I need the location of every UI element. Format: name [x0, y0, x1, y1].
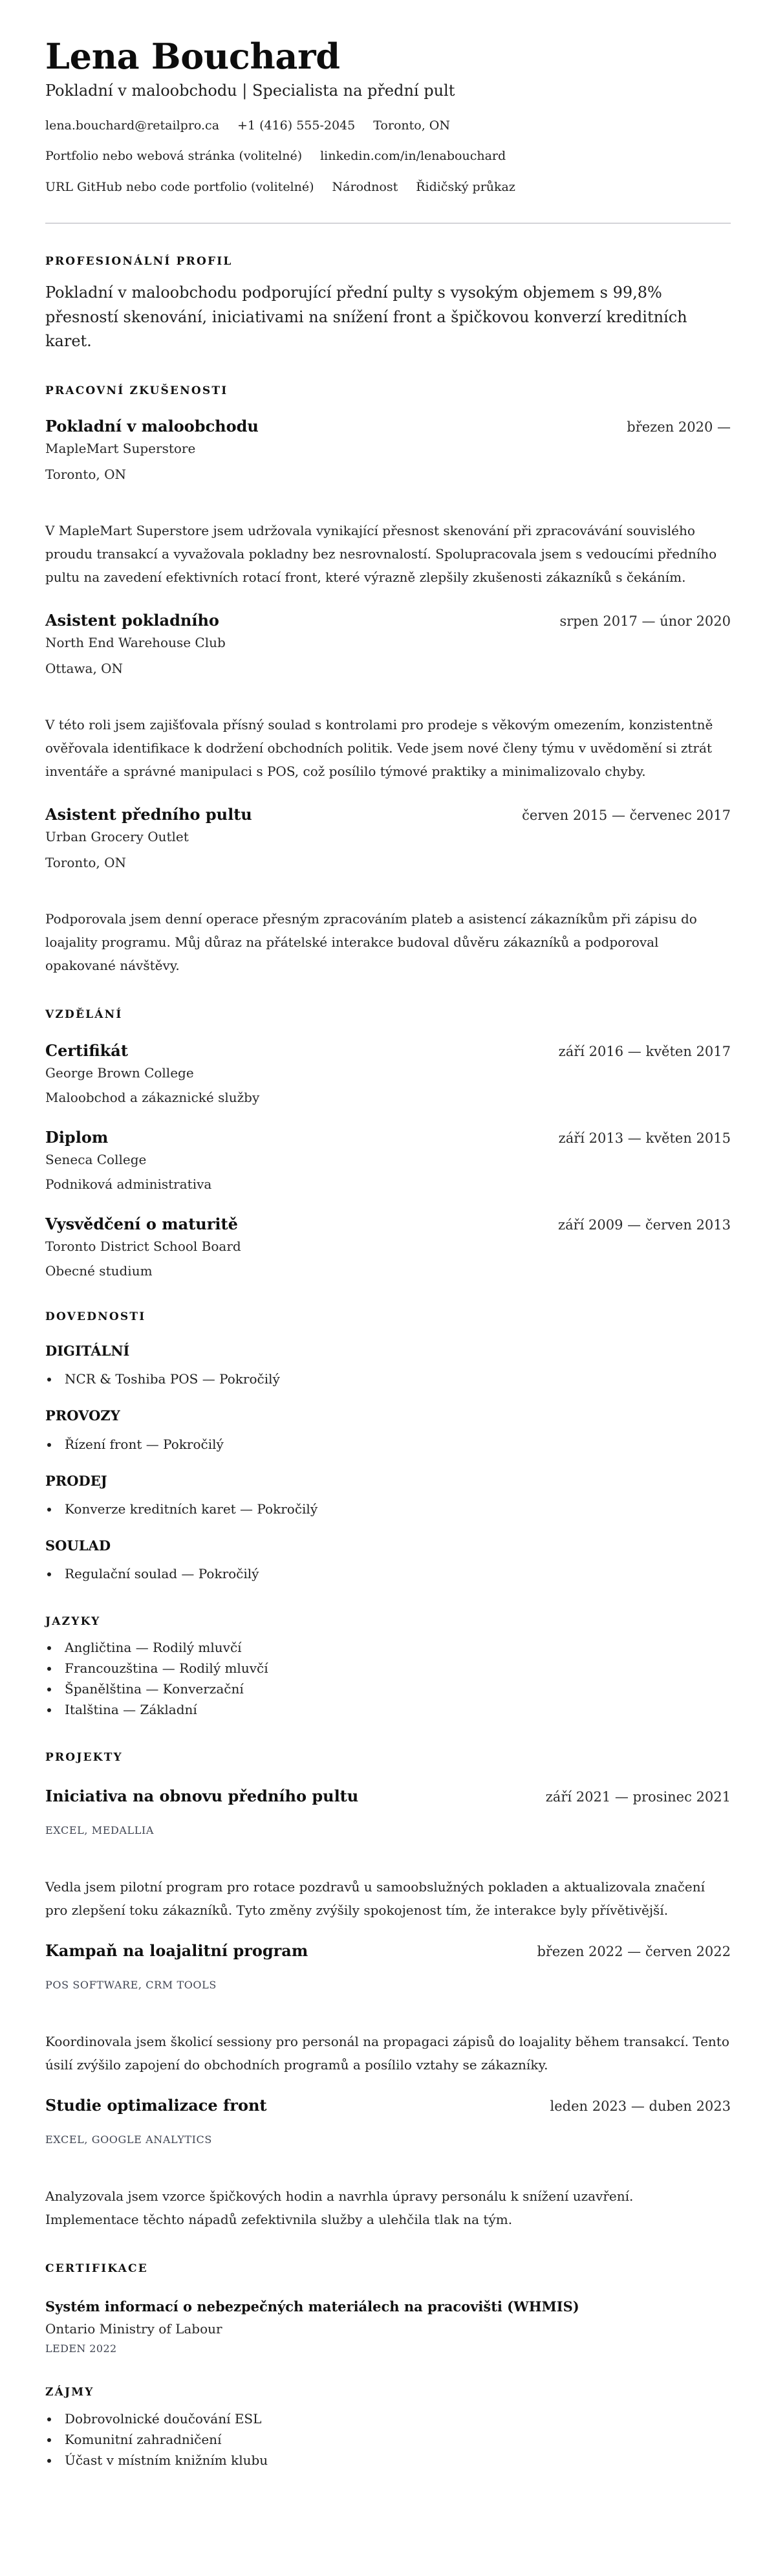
skill-item: NCR & Toshiba POS — Pokročilý	[45, 1369, 731, 1389]
contact-nationality: Národnost	[332, 180, 398, 195]
project-entry	[45, 1941, 731, 2076]
project-description: Koordinovala jsem školicí sessiony pro personál na propagaci zápisů do loajality během transakcí. Tento úsilí zvýšilo zapojení do obchodních programů a posílilo vztahy se zákazníky.	[45, 2034, 729, 2073]
skill-category: PRODEJ	[45, 1472, 107, 1489]
job-company: Urban Grocery Outlet	[45, 829, 189, 845]
project-tech: EXCEL, MEDALLIA	[45, 1823, 155, 1836]
education-dates: září 2009 — červen 2013	[558, 1216, 731, 1233]
job-location: Ottawa, ON	[45, 661, 124, 677]
section-title-experience: PRACOVNÍ ZKUŠENOSTI	[45, 384, 228, 397]
job-title: Asistent předního pultu	[45, 805, 252, 824]
education-entry	[45, 1215, 731, 1279]
job-description: Podporovala jsem denní operace přesným zpracováním plateb a asistencí zákazníkům při zápisu do loajality programu. Můj důraz na přátelské interakce budoval důvěru zákazníků a podporoval opakované návštěvy.	[45, 911, 697, 974]
experience-entry	[45, 417, 731, 589]
skill-category: DIGITÁLNÍ	[45, 1343, 130, 1360]
skill-item: Řízení front — Pokročilý	[45, 1434, 731, 1455]
education-dates: září 2016 — květen 2017	[558, 1043, 731, 1059]
contact-email[interactable]: lena.bouchard@retailpro.ca	[45, 118, 220, 133]
study-field: Podniková administrativa	[45, 1176, 212, 1192]
certification-entry	[45, 2298, 731, 2355]
project-dates: březen 2022 — červen 2022	[537, 1944, 731, 1960]
section-title-profile: PROFESIONÁLNÍ PROFIL	[45, 254, 233, 268]
skill-list	[45, 1499, 731, 1519]
interest-list	[45, 2408, 731, 2471]
school-name: Toronto District School Board	[45, 1238, 241, 1254]
job-dates: červen 2015 — červenec 2017	[522, 808, 731, 824]
job-location: Toronto, ON	[45, 855, 126, 871]
project-dates: leden 2023 — duben 2023	[550, 2098, 731, 2115]
section-languages	[45, 1615, 731, 1720]
degree-title: Diplom	[45, 1127, 109, 1147]
degree-title: Vysvědčení o maturitě	[45, 1214, 238, 1233]
skill-list	[45, 1563, 731, 1584]
project-tech: POS SOFTWARE, CRM TOOLS	[45, 1979, 217, 1992]
degree-title: Certifikát	[45, 1040, 128, 1060]
section-interests	[45, 2386, 731, 2470]
contact-linkedin[interactable]: linkedin.com/in/lenabouchard	[320, 149, 506, 164]
section-title-certifications: CERTIFIKACE	[45, 2262, 148, 2276]
section-title-education: VZDĚLÁNÍ	[45, 1008, 123, 1022]
contact-row-primary	[45, 118, 731, 133]
study-field: Obecné studium	[45, 1262, 153, 1279]
language-item: Italština — Základní	[45, 1699, 731, 1720]
project-description: Vedla jsem pilotní program pro rotace pozdravů u samoobslužných pokladen a aktualizovala značení pro zlepšení toku zákazníků. Tyto změny zvýšily spokojenost tím, že interakce byly přívětivější.	[45, 1879, 706, 1919]
job-company: MapleMart Superstore	[45, 441, 196, 457]
certification-issuer: Ontario Ministry of Labour	[45, 2321, 222, 2337]
contact-row-links	[45, 149, 731, 164]
language-item: Francouzština — Rodilý mluvčí	[45, 1658, 731, 1679]
skill-item: Regulační soulad — Pokročilý	[45, 1563, 731, 1584]
contact-location: Toronto, ON	[373, 118, 450, 133]
education-entry	[45, 1128, 731, 1193]
certification-name: Systém informací o nebezpečných materiálech na pracovišti (WHMIS)	[45, 2298, 579, 2315]
contact-row-extra	[45, 180, 731, 195]
experience-entry	[45, 805, 731, 977]
skill-item: Konverze kreditních karet — Pokročilý	[45, 1499, 731, 1519]
school-name: Seneca College	[45, 1151, 147, 1167]
skill-list	[45, 1369, 731, 1389]
section-certifications	[45, 2262, 731, 2355]
language-list	[45, 1637, 731, 1720]
section-experience	[45, 384, 731, 977]
project-entry	[45, 1787, 731, 1922]
language-item: Španělština — Konverzační	[45, 1679, 731, 1699]
skill-list	[45, 1434, 731, 1455]
section-projects	[45, 1751, 731, 2231]
job-description: V této roli jsem zajišťovala přísný soulad s kontrolami pro prodeje s věkovým omezením, konzistentně ověřovala identifikace k dodržení obchodních politik. Vede jsem nové členy týmu v uvědomění si ztrát inventáře a správné manipulaci s POS, což posílilo týmové praktiky a minimalizovalo chyby.	[45, 717, 713, 780]
section-skills	[45, 1310, 731, 1584]
skill-category: SOULAD	[45, 1537, 111, 1554]
project-entry	[45, 2096, 731, 2231]
profile-summary: Pokladní v maloobchodu podporující přední pulty s vysokým objemem s 99,8% přesností skenování, iniciativami na snížení front a špičkovou konverzí kreditních karet.	[45, 283, 687, 350]
section-title-languages: JAZYKY	[45, 1615, 101, 1629]
header-divider	[45, 223, 731, 224]
interest-item: Komunitní zahradničení	[45, 2429, 731, 2450]
education-entry	[45, 1041, 731, 1106]
section-education	[45, 1008, 731, 1279]
section-title-skills: DOVEDNOSTI	[45, 1310, 146, 1323]
study-field: Maloobchod a zákaznické služby	[45, 1089, 260, 1105]
project-tech: EXCEL, GOOGLE ANALYTICS	[45, 2133, 212, 2146]
section-title-interests: ZÁJMY	[45, 2386, 94, 2399]
job-title: Asistent pokladního	[45, 611, 219, 630]
language-item: Angličtina — Rodilý mluvčí	[45, 1637, 731, 1658]
candidate-name: Lena Bouchard	[45, 36, 340, 77]
contact-github[interactable]: URL GitHub nebo code portfolio (volitelné)	[45, 180, 314, 195]
interest-item: Dobrovolnické doučování ESL	[45, 2408, 731, 2429]
contact-drivers-license: Řidičský průkaz	[416, 180, 515, 195]
project-name: Kampaň na loajalitní program	[45, 1941, 308, 1961]
job-location: Toronto, ON	[45, 467, 126, 483]
job-description: V MapleMart Superstore jsem udržovala vynikající přesnost skenování při zpracovávání souvislého proudu transakcí a vyvažovala pokladny bez nesrovnalostí. Spolupracovala jsem s vedoucími předního pultu na zavedení efektivních rotací front, které výrazně zlepšily zkušenosti zákazníků s čekáním.	[45, 523, 717, 586]
interest-item: Účast v místním knižním klubu	[45, 2450, 731, 2471]
education-dates: září 2013 — květen 2015	[558, 1130, 731, 1146]
candidate-headline: Pokladní v maloobchodu | Specialista na přední pult	[45, 82, 455, 100]
section-title-projects: PROJEKTY	[45, 1751, 123, 1765]
skill-category: PROVOZY	[45, 1407, 120, 1424]
project-dates: září 2021 — prosinec 2021	[545, 1789, 731, 1805]
certification-date: LEDEN 2022	[45, 2342, 117, 2355]
contact-phone[interactable]: +1 (416) 555-2045	[237, 118, 356, 133]
job-dates: březen 2020 —	[627, 419, 731, 435]
school-name: George Brown College	[45, 1064, 194, 1081]
section-profile	[45, 255, 731, 353]
contact-portfolio[interactable]: Portfolio nebo webová stránka (volitelné)	[45, 149, 303, 164]
project-description: Analyzovala jsem vzorce špičkových hodin a navrhla úpravy personálu k snížení uzavření. Implementace těchto nápadů zefektivnila služby a ulehčila tlak na tým.	[45, 2188, 634, 2228]
job-company: North End Warehouse Club	[45, 635, 226, 651]
project-name: Studie optimalizace front	[45, 2096, 267, 2115]
project-name: Iniciativa na obnovu předního pultu	[45, 1786, 359, 1805]
job-dates: srpen 2017 — únor 2020	[559, 613, 731, 630]
resume-header	[45, 38, 731, 195]
job-title: Pokladní v maloobchodu	[45, 417, 259, 436]
experience-entry	[45, 611, 731, 783]
